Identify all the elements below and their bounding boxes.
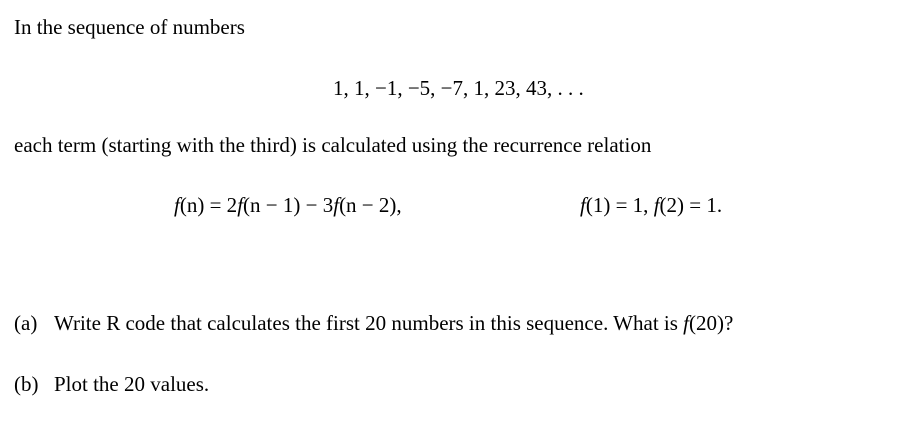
lhs-argument: (n): [179, 193, 205, 217]
question-b-text: Plot the 20 values.: [54, 372, 210, 396]
initial-f2: (2) = 1.: [659, 193, 723, 217]
recurrence-equation: [174, 192, 402, 218]
question-b: [14, 371, 209, 397]
initial-conditions: [580, 192, 722, 218]
second-term-argument: (n − 2),: [339, 193, 402, 217]
equals-term: = 2: [204, 193, 238, 217]
question-a-text: Write R code that calculates the first 20 numbers in this sequence. What is: [54, 311, 684, 335]
sequence-display: 1, 1, −1, −5, −7, 1, 23, 43, . . .: [333, 76, 584, 100]
question-a: [14, 310, 733, 336]
question-a-label: (a): [14, 311, 38, 335]
function-symbol: f: [653, 193, 660, 217]
function-symbol: f: [174, 193, 180, 217]
function-symbol: f: [580, 193, 586, 217]
question-b-label: (b): [14, 372, 39, 396]
initial-f1: (1) = 1,: [585, 193, 654, 217]
relation-intro-text: each term (starting with the third) is calculated using the recurrence relation: [14, 133, 652, 157]
function-symbol: f: [333, 193, 340, 217]
question-a-text-end: (20)?: [689, 311, 734, 335]
intro-text: In the sequence of numbers: [14, 15, 245, 39]
function-symbol: f: [683, 311, 690, 335]
function-symbol: f: [237, 193, 244, 217]
first-term-argument: (n − 1) − 3: [243, 193, 334, 217]
